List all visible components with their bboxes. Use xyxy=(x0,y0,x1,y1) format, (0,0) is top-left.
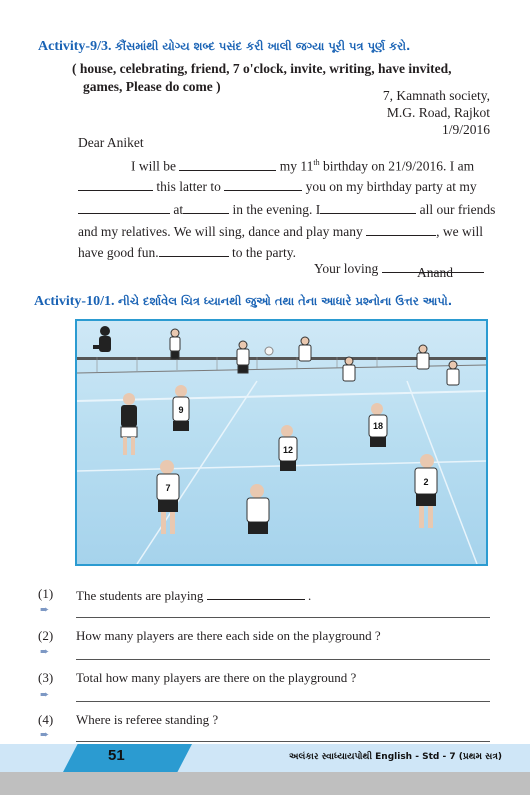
arrow-icon: ➨ xyxy=(40,603,50,616)
salutation: Dear Aniket xyxy=(78,135,144,150)
arrow-icon: ➨ xyxy=(40,728,50,741)
word-bank-line-2: games, Please do come ) xyxy=(83,79,221,94)
address-block xyxy=(290,87,490,138)
letter-text: my 11 xyxy=(279,158,314,174)
arrow-icon: ➨ xyxy=(40,688,50,701)
blank-field[interactable] xyxy=(320,200,416,214)
page-number-tab xyxy=(62,744,192,774)
activity-label: Activity-10/1. xyxy=(34,294,115,309)
activity-instruction: નીચે દર્શાવેલ ચિત્ર ધ્યાનથી જુઓ તથા તેના આધારે પ્રશ્નોના ઉત્તર આપો. xyxy=(117,294,453,308)
activity-label: Activity-9/3. xyxy=(38,39,112,54)
question-text: Total how many players are there on the playground ? xyxy=(76,670,357,685)
letter-text: this latter to xyxy=(156,179,221,194)
jersey-number: 2 xyxy=(423,477,429,487)
question-text: How many players are there each side on the playground ? xyxy=(76,628,381,643)
closing-text: Your loving xyxy=(314,261,379,276)
letter-text: at xyxy=(173,202,184,217)
answer-line[interactable] xyxy=(76,659,490,660)
jersey-number: 18 xyxy=(372,421,384,431)
volleyball-photo xyxy=(75,319,488,566)
letter-text: you on my birthday party at my xyxy=(305,179,477,194)
question-prompt: The students are playing xyxy=(76,588,204,603)
blank-field[interactable] xyxy=(78,200,170,214)
question-number: (2) xyxy=(38,628,54,643)
arrow-icon: ➨ xyxy=(40,645,50,658)
letter-text: I will be xyxy=(131,158,176,174)
activity-heading-10-1 xyxy=(34,294,452,310)
letter-text: have good fun. xyxy=(78,245,159,260)
letter-line-2 xyxy=(78,174,477,199)
letter-text: birthday on 21/9/2016. I am xyxy=(319,158,475,174)
letter-line-5 xyxy=(78,240,296,265)
letter-text: , we will xyxy=(436,224,483,239)
answer-line[interactable] xyxy=(76,701,490,702)
question-text: Where is referee standing ? xyxy=(76,712,219,727)
jersey-number: 9 xyxy=(178,405,184,415)
book-title: અલંકાર સ્વાધ્યાયપોથી English - Std - 7 (પ્રથમ સત્ર) xyxy=(289,752,502,762)
address-line-1: 7, Kamnath society, xyxy=(382,88,490,103)
activity-heading-9-3 xyxy=(38,39,410,55)
word-bank-line-1: ( house, celebrating, friend, 7 o'clock, invite, writing, have invited, xyxy=(72,61,452,76)
question-text xyxy=(76,586,311,604)
answer-line[interactable] xyxy=(76,617,490,618)
letter-text: in the evening. I xyxy=(232,202,321,217)
blank-field[interactable] xyxy=(78,177,153,191)
near-players xyxy=(121,385,437,534)
referee-figure xyxy=(93,326,111,352)
answer-line[interactable] xyxy=(76,741,490,742)
blank-field[interactable] xyxy=(224,177,302,191)
superscript: th xyxy=(313,158,320,167)
letter-closing xyxy=(314,256,484,281)
letter-text: to the party. xyxy=(231,245,296,260)
letter-text: all our friends xyxy=(419,202,496,217)
jersey-number: 7 xyxy=(165,483,171,493)
question-number: (3) xyxy=(38,670,54,685)
address-line-2: M.G. Road, Rajkot xyxy=(386,105,490,120)
blank-field[interactable] xyxy=(183,200,229,214)
blank-field[interactable] xyxy=(366,222,436,236)
letter-date: 1/9/2016 xyxy=(441,122,490,137)
signature: Anand xyxy=(417,265,453,280)
activity-instruction: કૌંસમાંથી યોગ્ય શબ્દ પસંદ કરી ખાલી જગ્યા પૂરી પત્ર પૂર્ણ કરો. xyxy=(114,39,411,53)
volleyball-scene xyxy=(77,321,486,564)
jersey-number: 12 xyxy=(282,445,294,455)
volleyball-ball xyxy=(265,347,273,355)
answer-blank[interactable] xyxy=(207,586,305,600)
question-number: (4) xyxy=(38,712,54,727)
blank-field[interactable] xyxy=(159,243,229,257)
question-number: (1) xyxy=(38,586,54,601)
page-number: 51 xyxy=(108,747,125,764)
blank-field[interactable] xyxy=(179,157,276,171)
question-tail: . xyxy=(307,588,312,603)
letter-text: and my relatives. We will sing, dance and play many xyxy=(78,224,363,239)
bottom-margin xyxy=(0,772,530,795)
